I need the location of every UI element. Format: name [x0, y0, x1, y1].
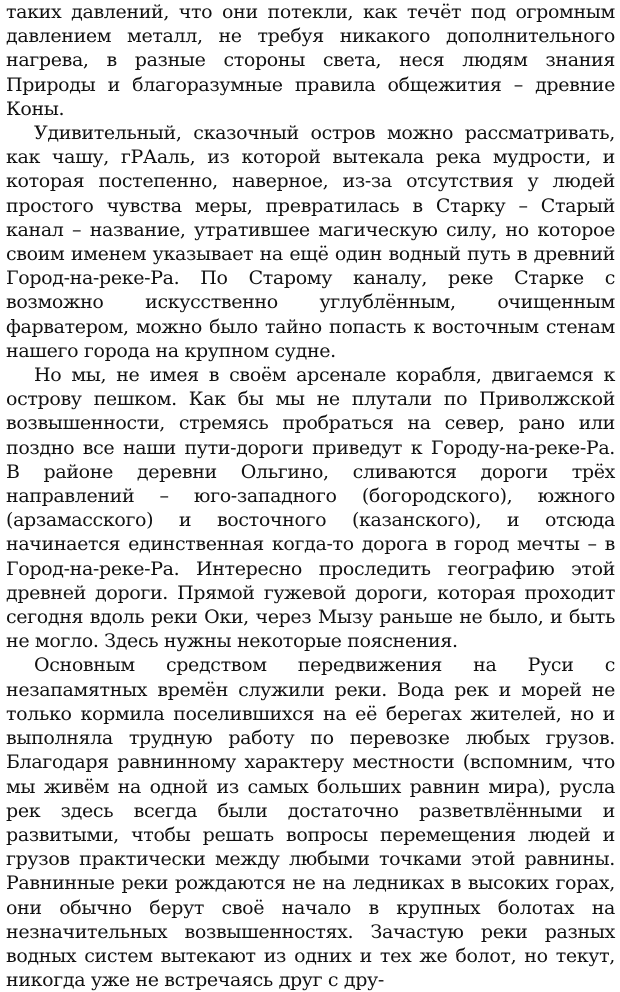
book-page	[6, 0, 615, 992]
paragraph-1: таких давлений, что они потекли, как течёт под огромным давлением металл, не требуя никакого дополнительного нагрева, в разные стороны света, неся людям знания Природы и благоразумные правила общежития – древние Коны.	[6, 1, 615, 120]
paragraph-3: Но мы, не имея в своём арсенале корабля, двигаемся к острову пешком. Как бы мы не плутали по Приволжской возвышенности, стремясь пробраться на север, рано или поздно все наши пути-дороги приведут к Городу-на-реке-Ра. В районе деревни Ольгино, сливаются дороги трёх направлений – юго-западного (богородского), южного (арзамасского) и восточного (казанского), и отсюда начинается единственная когда-то дорога в город мечты – в Город-на-реке-Ра. Интересно проследить географию этой древней дороги. Прямой гужевой дороги, которая проходит сегодня вдоль реки Оки, через Мызу раньше не было, и быть не могло. Здесь нужны некоторые пояснения.	[6, 364, 615, 653]
paragraph-4: Основным средством передвижения на Руси с незапамятных времён служили реки. Вода рек и морей не только кормила поселившихся на её берегах жителей, но и выполняла трудную работу по перевозке любых грузов. Благодаря равнинному характеру местности (вспомним, что мы живём на одной из самых больших равнин мира), русла рек здесь всегда были достаточно разветвлёнными и развитыми, чтобы решать вопросы перемещения людей и грузов практически между любыми точками этой равнины. Равнинные реки рождаются не на ледниках в высоких горах, они обычно берут своё начало в крупных болотах на незначительных возвышенностях. Зачастую реки разных водных систем вытекают из одних и тех же болот, но текут, никогда уже не встречаясь друг с дру-	[6, 654, 615, 992]
paragraph-2: Удивительный, сказочный остров можно рассматривать, как чашу, гРАаль, из которой вытекала река мудрости, и которая постепенно, наверное, из-за отсутствия у людей простого чувства меры, превратилась в Старку – Старый канал – название, утратившее магическую силу, но которое своим именем указывает на ещё один водный путь в древний Город-на-реке-Ра. По Старому каналу, реке Старке с возможно искусственно углублённым, очищенным фарватером, можно было тайно попасть к восточным стенам нашего города на крупном судне.	[6, 122, 615, 362]
